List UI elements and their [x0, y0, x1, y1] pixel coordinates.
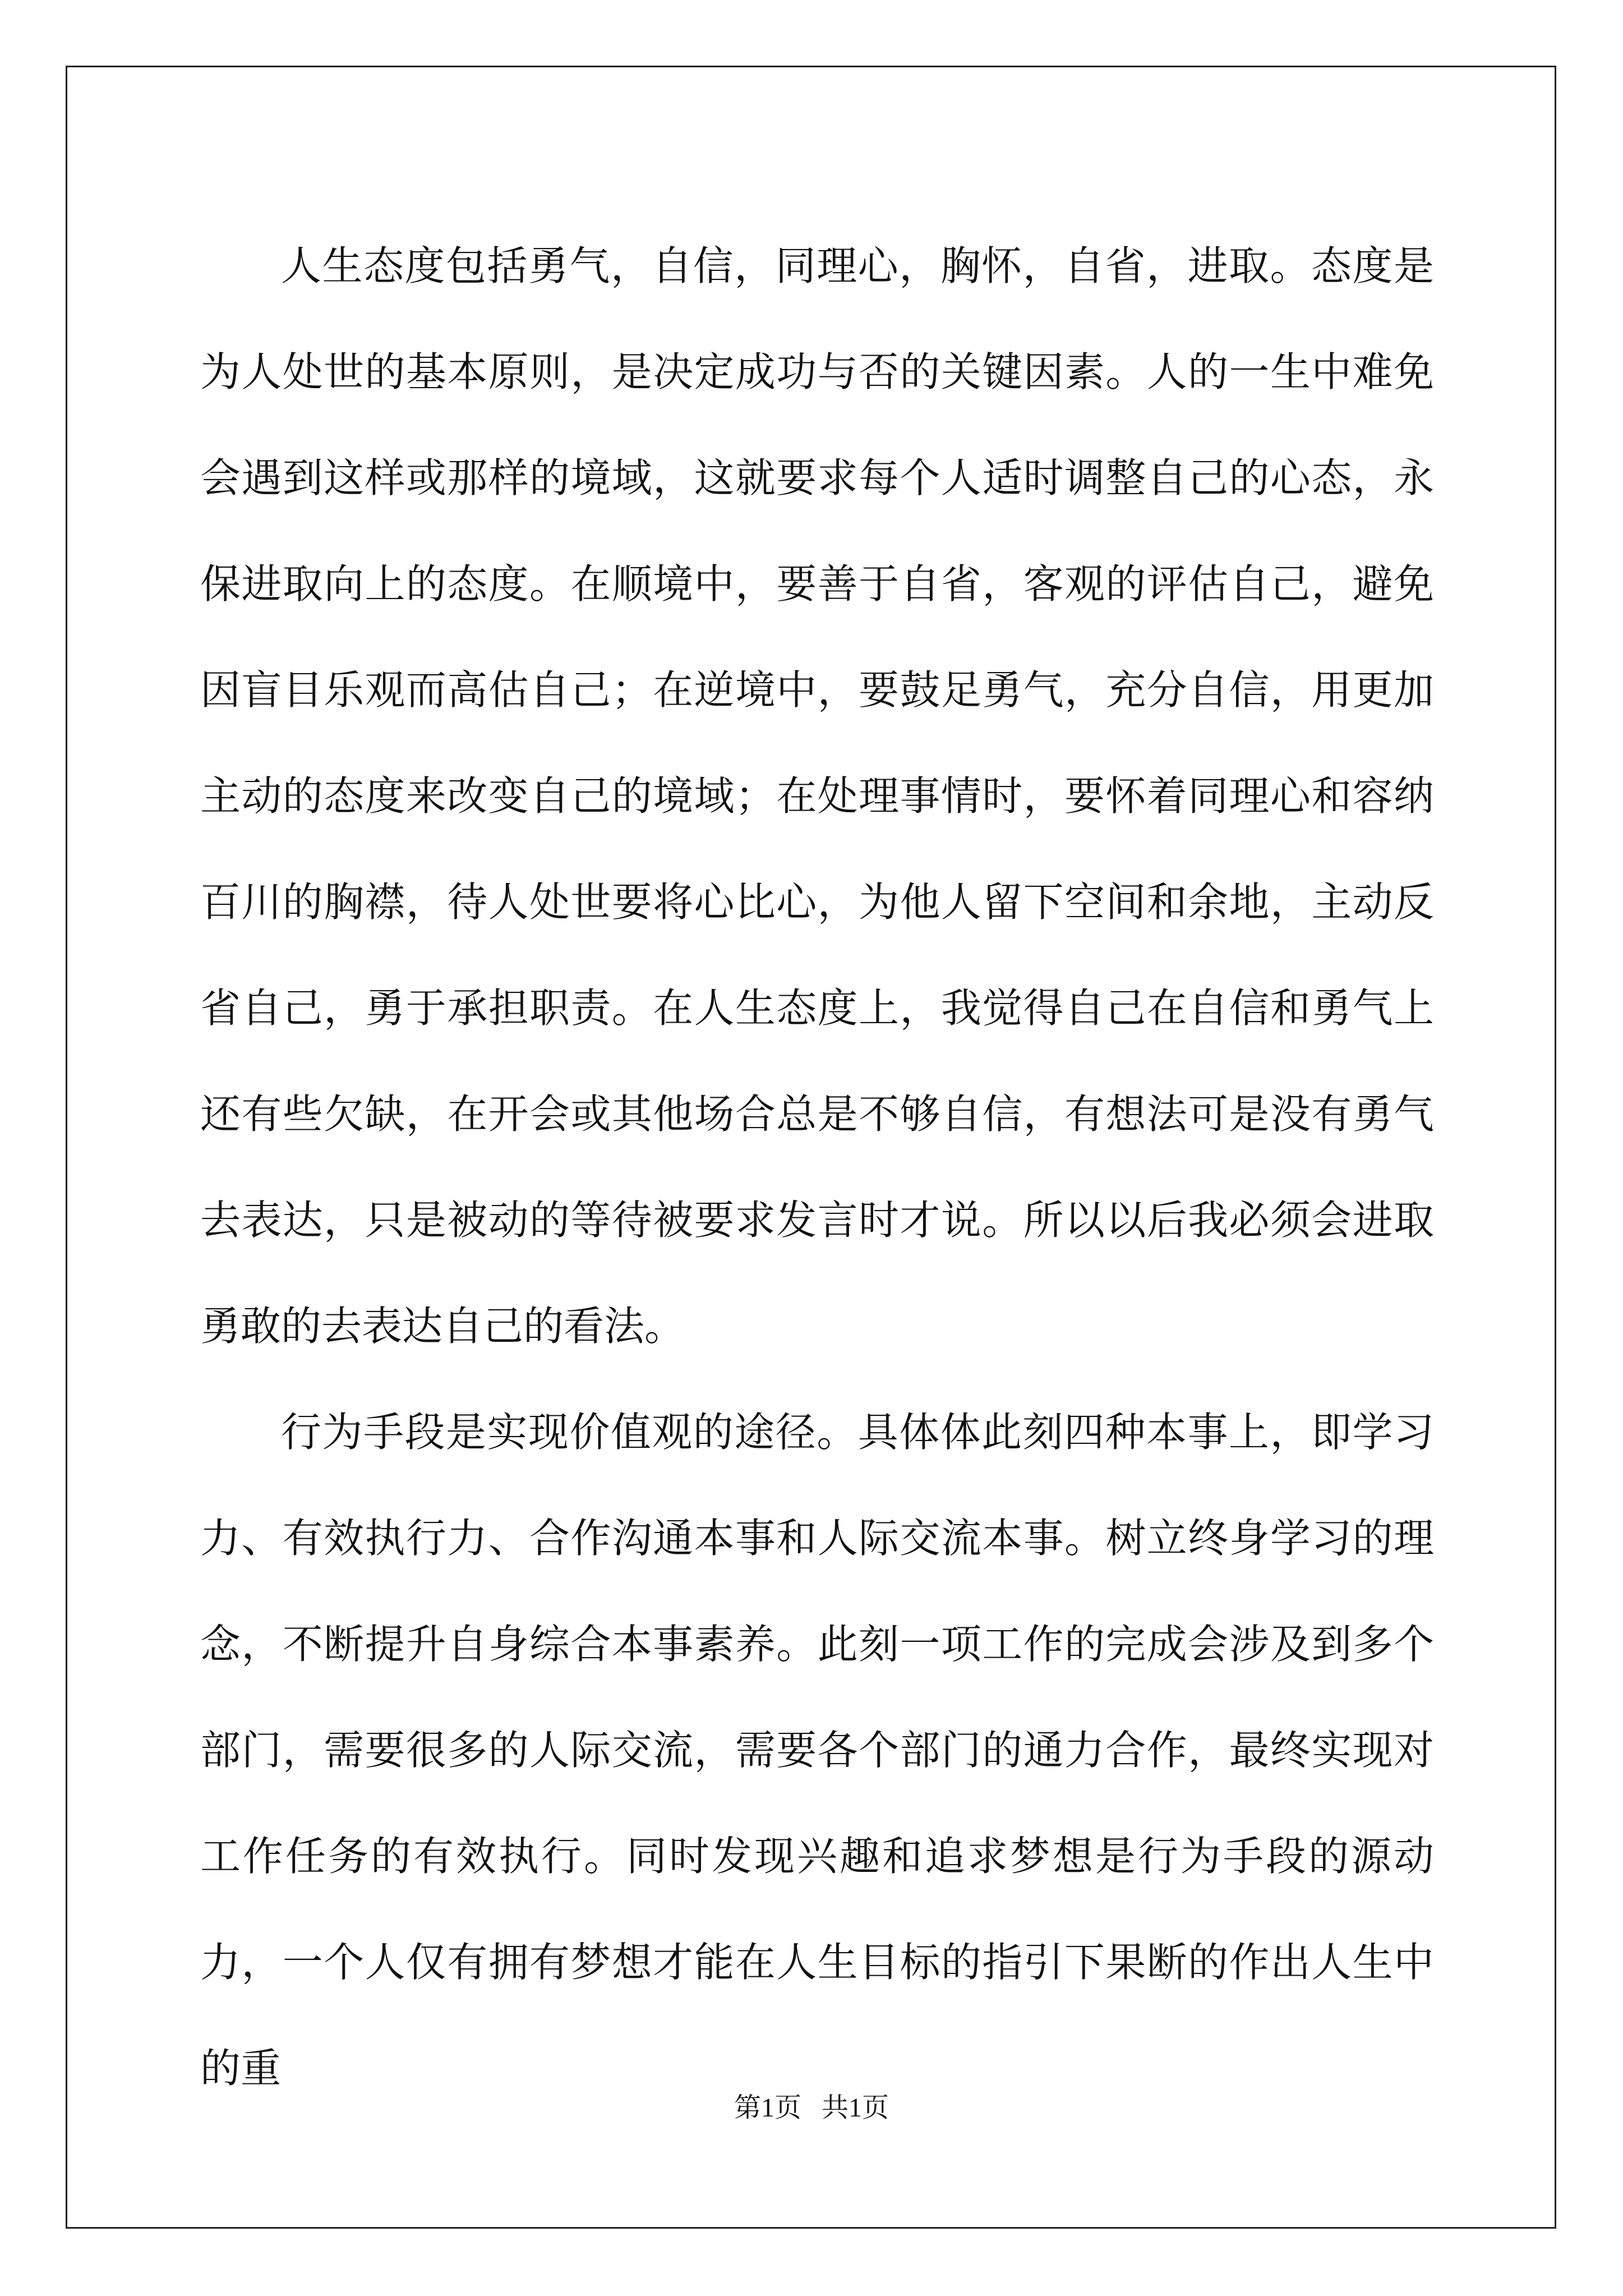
document-body — [200, 213, 1434, 2122]
paragraph-life-attitude: 人生态度包括勇气，自信，同理心，胸怀，自省，进取。态度是为人处世的基本原则，是决定成功与否的关键因素。人的一生中难免会遇到这样或那样的境域，这就要求每个人适时调整自己的心态，永保进取向上的态度。在顺境中，要善于自省，客观的评估自己，避免因盲目乐观而高估自己；在逆境中，要鼓足勇气，充分自信，用更加主动的态度来改变自己的境域；在处理事情时，要怀着同理心和容纳百川的胸襟，待人处世要将心比心，为他人留下空间和余地，主动反省自己，勇于承担职责。在人生态度上，我觉得自己在自信和勇气上还有些欠缺，在开会或其他场合总是不够自信，有想法可是没有勇气去表达，只是被动的等待被要求发言时才说。所以以后我必须会进取勇敢的去表达自己的看法。 — [200, 242, 1434, 1350]
page-number-footer: 第1页 共1页 — [734, 2093, 889, 2123]
paragraph-behavior-means: 行为手段是实现价值观的途径。具体体此刻四种本事上，即学习力、有效执行力、合作沟通本事和人际交流本事。树立终身学习的理念，不断提升自身综合本事素养。此刻一项工作的完成会涉及到多个部门，需要很多的人际交流，需要各个部门的通力合作，最终实现对工作任务的有效执行。同时发现兴趣和追求梦想是行为手段的源动力，一个人仅有拥有梦想才能在人生目标的指引下果断的作出人生中的重 — [200, 1409, 1434, 2092]
